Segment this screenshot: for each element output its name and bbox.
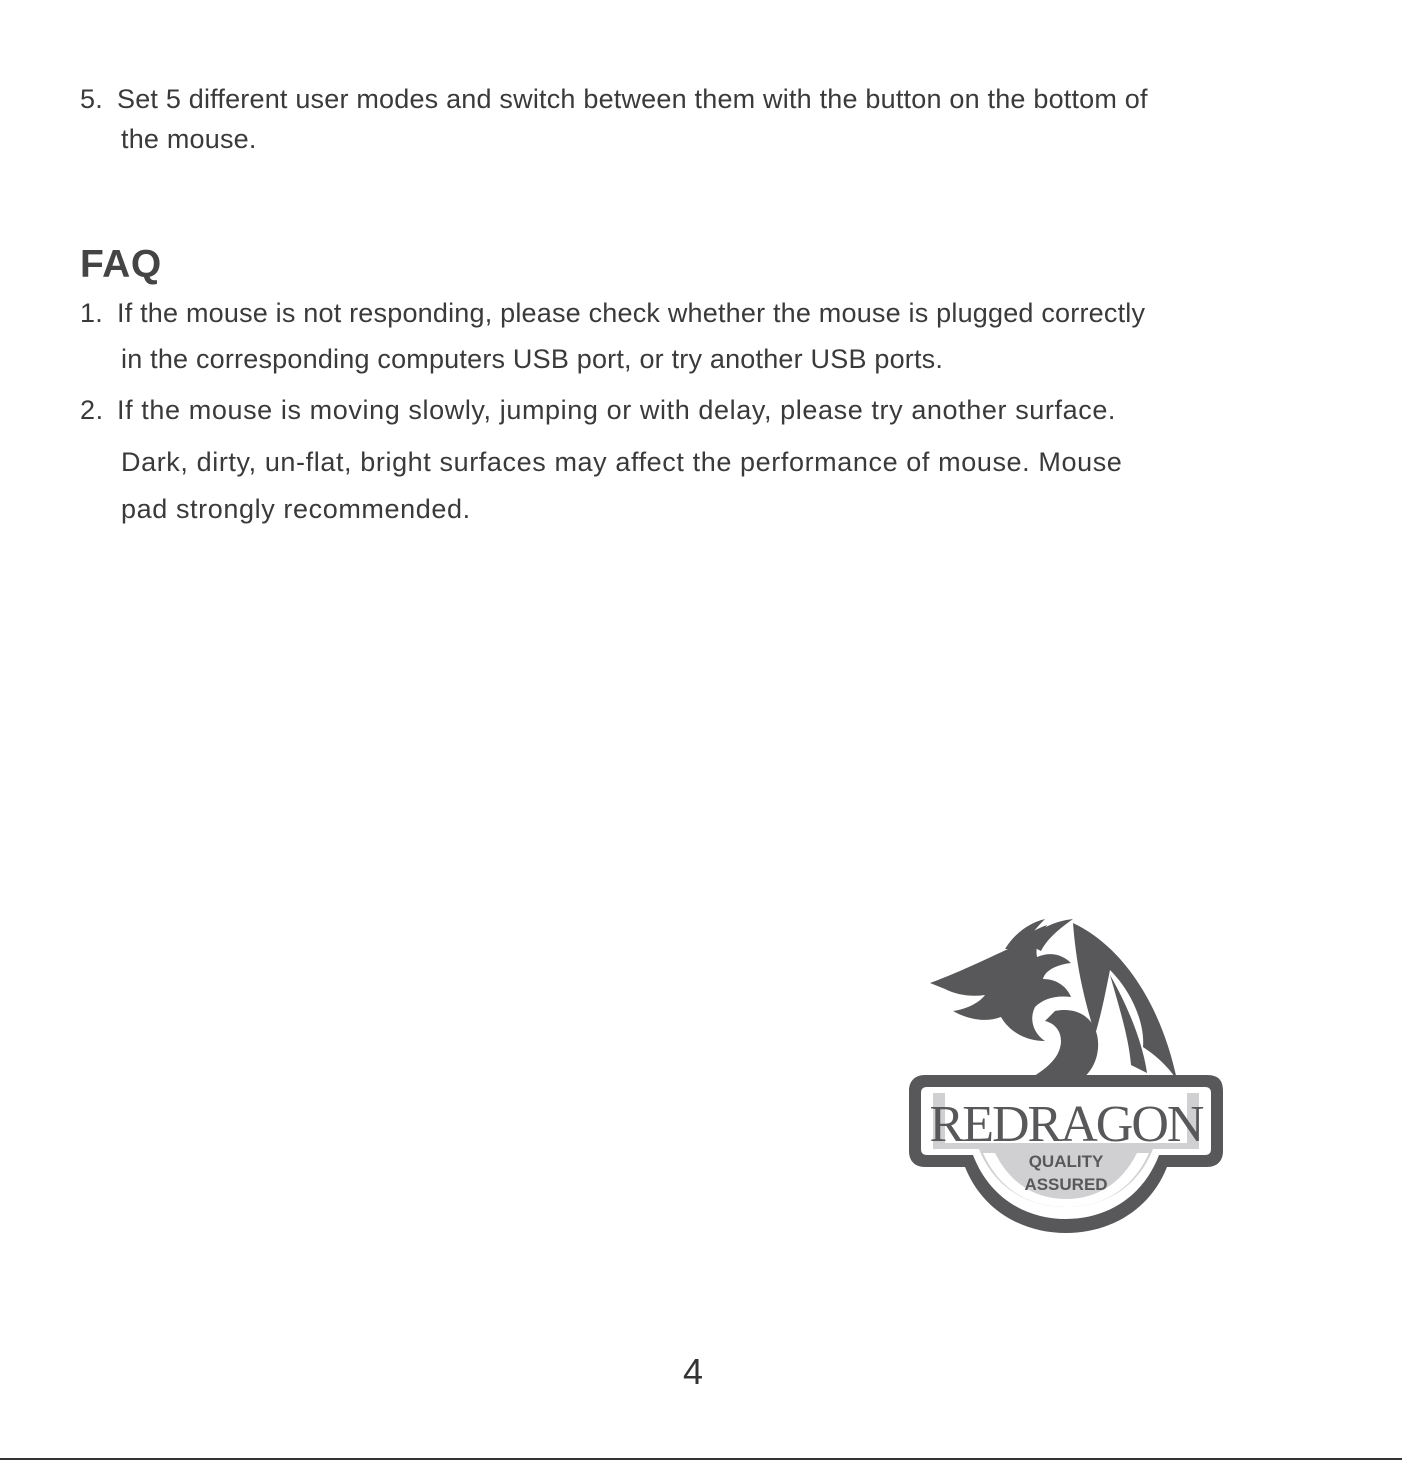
brand-name: REDRAGON [929,1096,1203,1153]
seal-line-2: ASSURED [1024,1175,1108,1194]
faq-item-number: 2. [80,395,104,425]
faq-item-text: in the corresponding computers USB port, or try another USB ports. [121,344,944,374]
faq-item-text: If the mouse is not responding, please check whether the mouse is plugged correctly [117,298,1146,328]
list-item-number: 5. [80,84,103,114]
seal-line-1: QUALITY [1028,1152,1104,1171]
faq-item-text: pad strongly recommended. [121,494,471,524]
faq-item-text: If the mouse is moving slowly, jumping or with delay, please try another surface. [117,395,1117,425]
faq-item-number: 1. [80,298,103,328]
faq-item-text: Dark, dirty, un-flat, bright surfaces may affect the performance of mouse. Mouse [121,447,1123,477]
list-item-text: the mouse. [121,124,257,154]
bottom-rule [0,1458,1402,1460]
page-number: 4 [682,1351,704,1392]
redragon-logo [905,915,1227,1237]
section-title: FAQ [80,243,162,286]
list-item-text: Set 5 different user modes and switch between them with the button on the bottom of [117,84,1148,114]
